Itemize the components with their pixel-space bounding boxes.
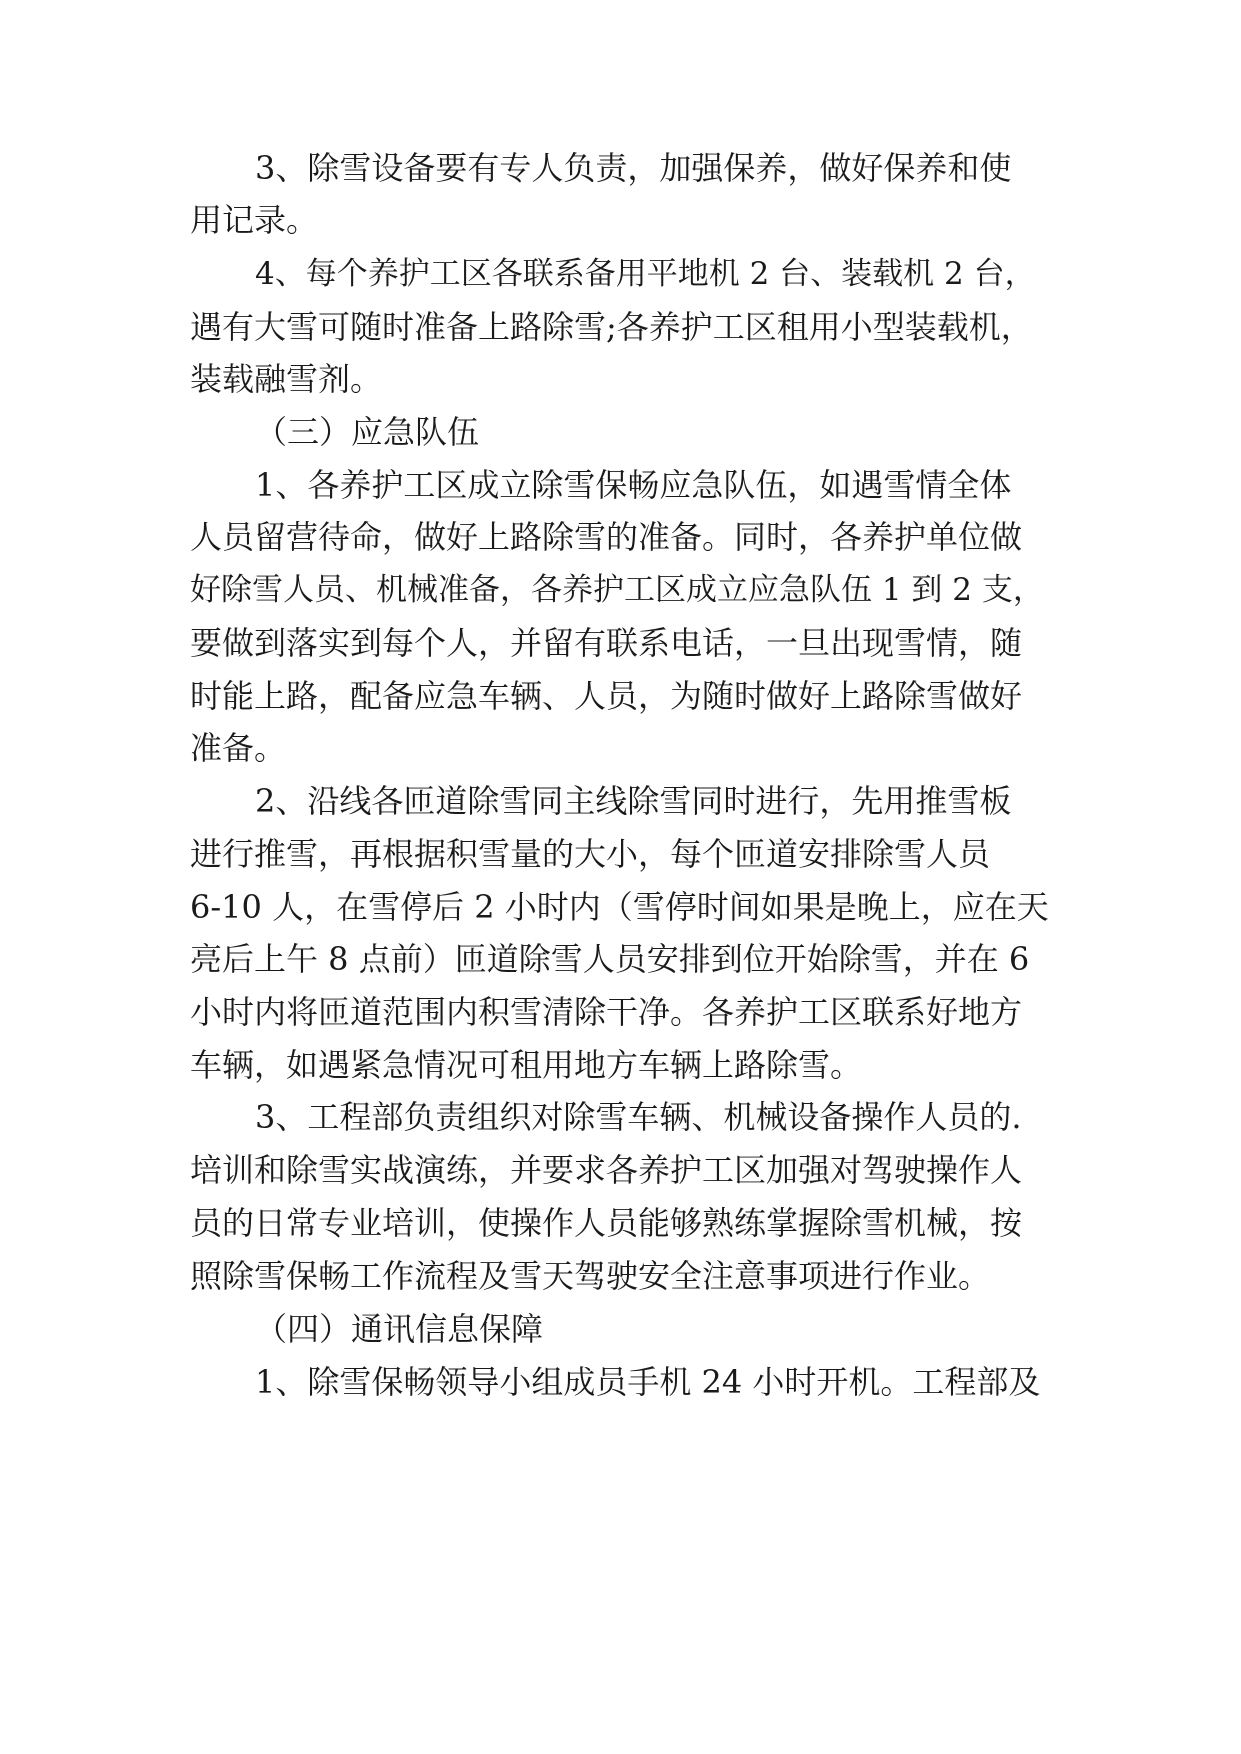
paragraph-line: 遇有大雪可随时准备上路除雪;各养护工区租用小型装载机， [190, 308, 1033, 346]
paragraph-line: 用记录。 [190, 201, 319, 239]
paragraph-line: 3、除雪设备要有专人负责，加强保养，做好保养和使 [255, 149, 1012, 187]
section-heading: （四）通讯信息保障 [255, 1310, 544, 1348]
paragraph-line: 员的日常专业培训，使操作人员能够熟练掌握除雪机械，按 [190, 1204, 1023, 1242]
paragraph-line: 2、沿线各匝道除雪同主线除雪同时进行，先用推雪板 [255, 782, 1012, 820]
paragraph-line: 准备。 [190, 729, 287, 767]
paragraph-line: 时能上路，配备应急车辆、人员，为随时做好上路除雪做好 [190, 677, 1023, 715]
paragraph-line: 3、工程部负责组织对除雪车辆、机械设备操作人员的. [255, 1098, 1022, 1136]
paragraph-line: 亮后上午 8 点前）匝道除雪人员安排到位开始除雪，并在 6 [190, 940, 1030, 978]
section-heading: （三）应急队伍 [255, 413, 480, 451]
paragraph-line: 人员留营待命，做好上路除雪的准备。同时，各养护单位做 [190, 518, 1023, 556]
paragraph-line: 好除雪人员、机械准备，各养护工区成立应急队伍 1 到 2 支， [190, 572, 1044, 608]
paragraph-line: 培训和除雪实战演练，并要求各养护工区加强对驾驶操作人 [190, 1151, 1023, 1189]
paragraph-line: 装载融雪剂。 [190, 360, 383, 398]
paragraph-line: 1、各养护工区成立除雪保畅应急队伍，如遇雪情全体 [255, 466, 1012, 504]
paragraph-line: 照除雪保畅工作流程及雪天驾驶安全注意事项进行作业。 [190, 1257, 991, 1295]
paragraph-line: 小时内将匝道范围内积雪清除干净。各养护工区联系好地方 [190, 993, 1023, 1031]
paragraph-line: 4、每个养护工区各联系备用平地机 2 台、装载机 2 台， [255, 256, 1036, 292]
paragraph-line: 车辆，如遇紧急情况可租用地方车辆上路除雪。 [190, 1046, 863, 1084]
paragraph-line: 要做到落实到每个人，并留有联系电话，一旦出现雪情，随 [190, 624, 1023, 662]
paragraph-line: 进行推雪，再根据积雪量的大小，每个匝道安排除雪人员 [190, 835, 991, 873]
paragraph-line: 6-10 人，在雪停后 2 小时内（雪停时间如果是晚上，应在天 [190, 888, 1049, 926]
paragraph-line: 1、除雪保畅领导小组成员手机 24 小时开机。工程部及 [255, 1363, 1041, 1401]
